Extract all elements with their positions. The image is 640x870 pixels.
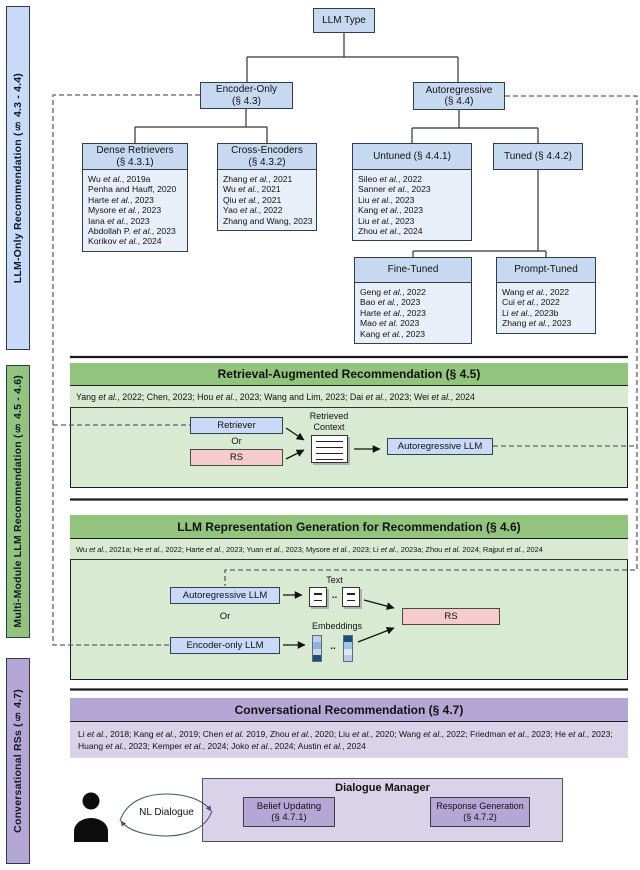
fine-tuned-citations xyxy=(354,283,472,344)
autoregressive-llm-box-45 xyxy=(387,438,493,455)
text-document-icon xyxy=(309,587,327,607)
node-dense-retrievers-section: (§ 4.3.1) xyxy=(116,156,154,168)
citation-item: Li et al., 2023b xyxy=(502,307,559,318)
citation-item: Zhang et al., 2021 xyxy=(223,174,293,184)
retrieved-context-document-icon xyxy=(311,435,348,463)
embedding-bar-icon-2 xyxy=(343,635,353,662)
sidebar-multi-module-label: Multi-Module LLM Recommendation (§ 4.5 - 4.6) xyxy=(12,375,24,628)
belief-updating-section: (§ 4.7.1) xyxy=(271,812,307,823)
node-cross-encoders xyxy=(217,143,317,170)
prompt-tuned-citations xyxy=(496,283,596,334)
text-label-text: Text xyxy=(326,575,343,585)
retrieved-context-label xyxy=(297,411,361,432)
person-icon xyxy=(72,792,110,842)
citation-item: Harte et al., 2023 xyxy=(88,194,154,205)
citation-item: Liu et al., 2023 xyxy=(358,215,415,226)
citation-item: Qiu et al., 2021 xyxy=(223,194,282,205)
node-fine-tuned xyxy=(354,257,472,283)
encoder-only-llm-box xyxy=(170,637,280,654)
sidebar-conversational-label: Conversational RSs (§ 4.7) xyxy=(12,689,24,833)
node-autoregressive xyxy=(413,82,505,110)
rs-label-45: RS xyxy=(229,452,244,463)
rs-box-45 xyxy=(190,449,283,466)
citation-item: Mao et al. 2023 xyxy=(360,318,420,329)
node-encoder-only-title: Encoder-Only xyxy=(215,84,278,95)
sidebar-llm-only xyxy=(6,6,30,350)
node-fine-tuned-title: Fine-Tuned xyxy=(387,264,439,276)
response-generation-title: Response Generation xyxy=(436,801,524,811)
citation-item: Kang et al., 2023 xyxy=(360,328,426,339)
node-prompt-tuned-title: Prompt-Tuned xyxy=(514,264,578,276)
cross-encoders-citations xyxy=(217,170,317,231)
embedding-bar-icon xyxy=(312,635,322,662)
embedding-bar-segment xyxy=(313,655,321,661)
citation-item: Liu et al., 2023 xyxy=(358,194,415,205)
belief-updating-title: Belief Updating xyxy=(256,801,322,812)
retrieval-augmented-title xyxy=(70,363,628,386)
citation-item: Wu et al., 2019a xyxy=(88,174,151,184)
node-untuned-title: Untuned (§ 4.4.1) xyxy=(373,150,451,162)
citation-item: Zhang et al., 2023 xyxy=(502,318,572,329)
retrieved-label: Retrieved xyxy=(309,411,349,421)
sidebar-conversational xyxy=(6,658,30,864)
citation-item: Bao et al., 2023 xyxy=(360,297,421,308)
node-tuned-title: Tuned (§ 4.4.2) xyxy=(503,150,572,162)
citation-item: Mysore et al., 2023 xyxy=(88,205,162,216)
representation-generation-citations xyxy=(70,539,628,560)
context-label: Context xyxy=(313,421,345,432)
text-dots xyxy=(328,590,341,601)
or-label-46 xyxy=(170,611,280,622)
citation-item: Sanner et al., 2023 xyxy=(358,184,431,195)
citation-item: Sileo et al., 2022 xyxy=(358,174,423,184)
citation-item: Wu et al., 2021 xyxy=(223,184,281,195)
embeddings-label-text: Embeddings xyxy=(311,621,363,631)
embeddings-dots xyxy=(324,641,342,652)
citation-item: Abdollah P. et al., 2023 xyxy=(88,226,176,237)
node-llm-type xyxy=(313,8,375,33)
text-label xyxy=(309,575,360,586)
representation-generation-title-text: LLM Representation Generation for Recommendation (§ 4.6) xyxy=(177,519,521,534)
citation-item: Cui et al., 2022 xyxy=(502,297,560,308)
node-encoder-only-section: (§ 4.3) xyxy=(232,95,261,107)
text-dots-text: .. xyxy=(331,590,338,601)
citation-item: Iana et al., 2023 xyxy=(88,215,150,226)
node-encoder-only xyxy=(200,82,293,109)
citation-item: Zhang and Wang, 2023 xyxy=(223,215,313,226)
conversational-title-text: Conversational Recommendation (§ 4.7) xyxy=(234,702,464,717)
dialogue-manager-label xyxy=(202,782,563,794)
sidebar-multi-module xyxy=(6,365,30,638)
embeddings-dots-text: .. xyxy=(330,641,336,652)
node-autoregressive-section: (§ 4.4) xyxy=(444,96,474,107)
node-autoregressive-title: Autoregressive xyxy=(425,84,493,96)
embedding-bar-segment xyxy=(344,655,352,661)
node-untuned xyxy=(352,143,472,170)
citation-item: Korikov et al., 2024 xyxy=(88,236,162,247)
node-dense-retrievers-title: Dense Retrievers xyxy=(96,145,174,156)
rs-label-46: RS xyxy=(444,611,458,622)
node-cross-encoders-section: (§ 4.3.2) xyxy=(248,156,286,168)
response-generation-box xyxy=(430,797,530,827)
citation-item: Harte et al., 2023 xyxy=(360,307,426,318)
autoregressive-llm-box-46 xyxy=(170,587,280,604)
response-generation-section: (§ 4.7.2) xyxy=(463,812,497,822)
nl-dialogue-label xyxy=(124,808,209,819)
node-prompt-tuned xyxy=(496,257,596,283)
dialogue-manager-label-text: Dialogue Manager xyxy=(335,782,430,794)
representation-generation-title xyxy=(70,515,628,539)
node-llm-type-label: LLM Type xyxy=(322,14,366,26)
citation-item: Wang et al., 2022 xyxy=(502,287,570,297)
embeddings-label xyxy=(302,621,372,632)
sidebar-llm-only-label: LLM-Only Recommendation (§ 4.3 - 4.4) xyxy=(12,72,24,284)
retrieval-augmented-title-text: Retrieval-Augmented Recommendation (§ 4.5) xyxy=(217,367,481,381)
nl-dialogue-label-text: NL Dialogue xyxy=(139,807,194,818)
encoder-only-llm-label: Encoder-only LLM xyxy=(186,640,264,651)
or-label-45-text: Or xyxy=(231,436,242,447)
citation-item: Kang et al., 2023 xyxy=(358,205,424,216)
citation-item: Penha and Hauff, 2020 xyxy=(88,184,177,195)
or-label-46-text: Or xyxy=(219,611,231,622)
retriever-box xyxy=(190,417,283,434)
rs-box-46 xyxy=(402,608,500,625)
text-document-icon-2 xyxy=(342,587,360,607)
or-label-45 xyxy=(190,436,283,447)
citation-item: Geng et al., 2022 xyxy=(360,287,426,297)
citation-item: Zhou et al., 2024 xyxy=(358,226,423,237)
dense-retrievers-citations xyxy=(82,170,188,252)
autoregressive-llm-label-46: Autoregressive LLM xyxy=(182,590,268,601)
node-cross-encoders-title: Cross-Encoders xyxy=(231,145,303,156)
untuned-citations xyxy=(352,170,472,241)
conversational-title xyxy=(70,698,628,722)
node-tuned xyxy=(493,143,583,170)
conversational-citations xyxy=(70,722,628,758)
belief-updating-box xyxy=(243,797,335,827)
autoregressive-llm-label-45: Autoregressive LLM xyxy=(397,441,483,452)
citation-item: Yao et al., 2022 xyxy=(223,205,283,216)
representation-generation-citations-text: Wu et al., 2021a; He et al., 2022; Harte et al., 2023; Yuan et al., 2023; Mysore et al., 2023; Li et al., 2023a; Zhou et al. 2024; Rajput et al., 2024 xyxy=(76,544,543,554)
retrieval-augmented-citations xyxy=(70,386,628,408)
node-dense-retrievers xyxy=(82,143,188,170)
retriever-label: Retriever xyxy=(217,420,256,431)
retrieval-augmented-citations-text: Yang et al., 2022; Chen, 2023; Hou et al., 2023; Wang and Lim, 2023; Dai et al., 2023; Wei et al., 2024 xyxy=(76,391,475,402)
conversational-citations-text: Li et al., 2018; Kang et al., 2019; Chen et al. 2019, Zhou et al., 2020; Liu et al., 2020; Wang et al., 2022; Friedman et al., 2023; He et al., 2023; Huang et al., 2023; Kemper et al., 2024; Joko et al., 2024; Austin et al., 2024 xyxy=(78,729,613,751)
